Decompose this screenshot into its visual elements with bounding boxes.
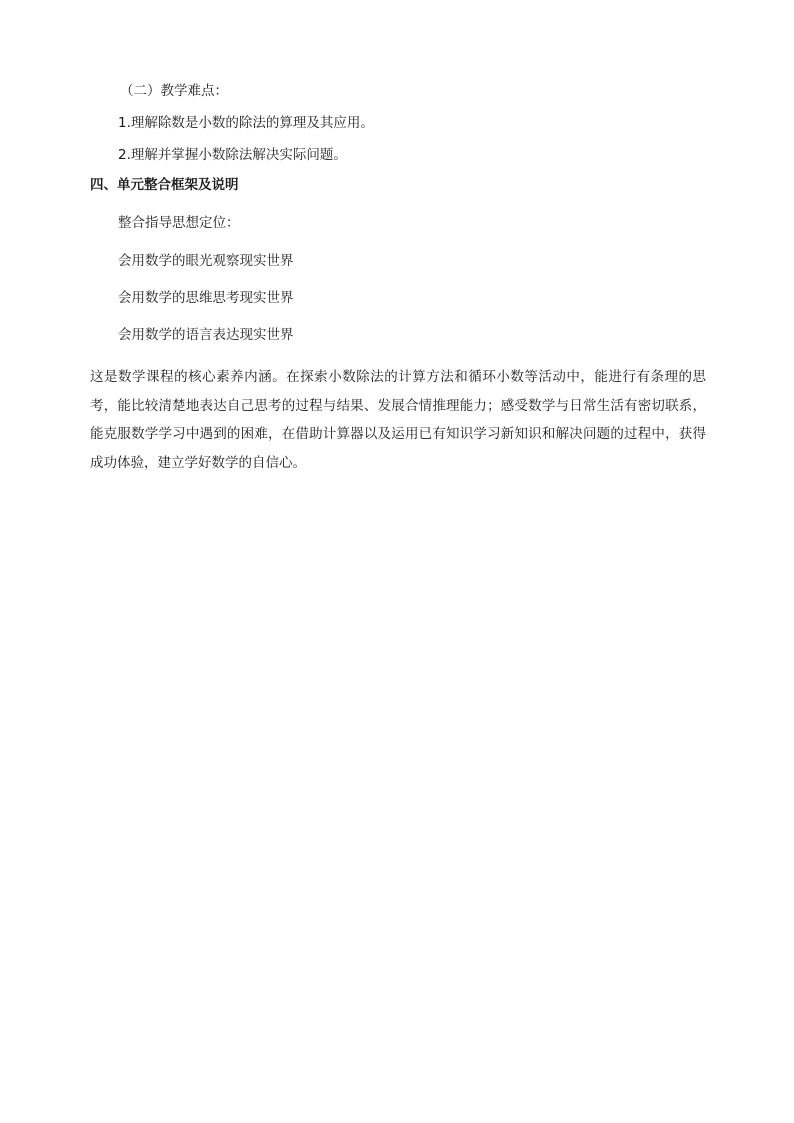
guiding-thought-title: 整合指导思想定位： bbox=[118, 215, 240, 231]
body-paragraph: 这是数学课程的核心素养内涵。在探索小数除法的计算方法和循环小数等活动中，能进行有条理的思考，能比较清楚地表达自己思考的过程与结果、发展合情推理能力；感受数学与日常生活有密切联系，能克服数学学习中遇到的困难，在借助计算器以及运用已有知识学习新知识和解决问题的过程中，获得成功体验，建立学好数学的自信心。 bbox=[90, 369, 706, 472]
guiding-item-3: 会用数学的语言表达现实世界 bbox=[118, 327, 294, 343]
guiding-item-1: 会用数学的眼光观察现实世界 bbox=[118, 253, 294, 269]
section-heading-unit-framework: 四、单元整合框架及说明 bbox=[90, 177, 239, 193]
difficulty-item-2: 2.理解并掌握小数除法解决实际问题。 bbox=[118, 147, 347, 163]
guiding-item-2: 会用数学的思维思考现实世界 bbox=[118, 290, 294, 306]
difficulty-item-1: 1.理解除数是小数的除法的算理及其应用。 bbox=[118, 115, 374, 131]
sub-heading-teaching-difficulties: （二）教学难点： bbox=[120, 83, 228, 99]
